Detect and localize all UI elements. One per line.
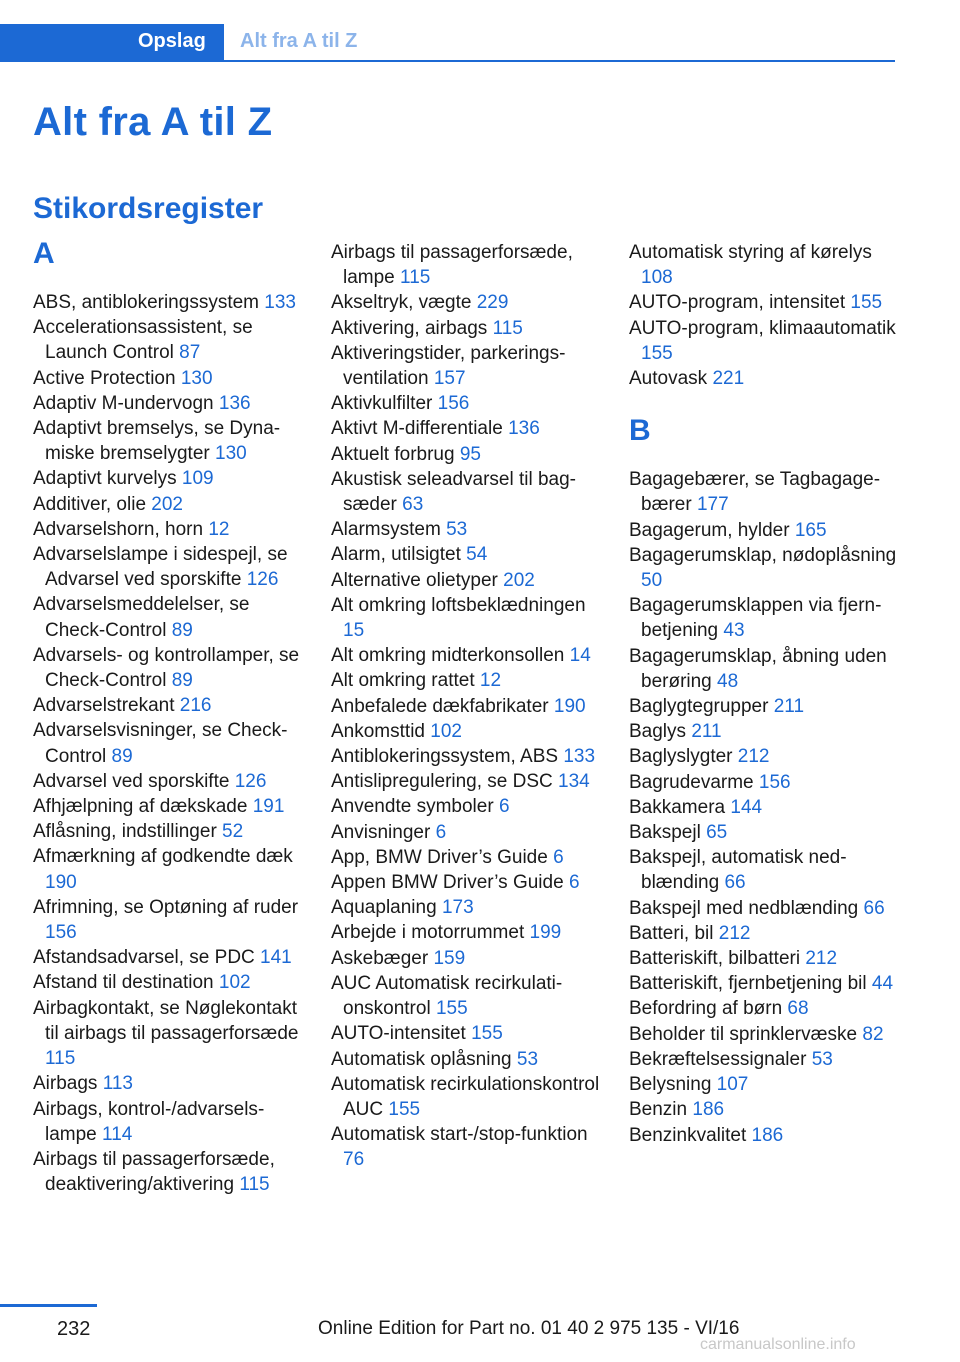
index-entry-text: Adaptivt bremselys, se Dynamiske bremselygter [33, 418, 281, 465]
index-entry-text: Airbags [33, 1073, 98, 1095]
page-link[interactable]: 156 [758, 771, 791, 793]
page-link[interactable]: 130 [180, 367, 213, 389]
index-entry [331, 416, 606, 441]
index-entry [629, 719, 899, 744]
index-entry-text: Appen BMW Driver’s Guide [331, 872, 564, 894]
index-entry-text: Arbejde i motorrummet [331, 922, 525, 944]
page-title: Alt fra A til Z [33, 100, 273, 144]
index-entry [629, 644, 899, 694]
index-entry-text: Bagrudevarme [629, 771, 754, 793]
page-link[interactable]: 216 [179, 695, 212, 717]
page-link[interactable]: 126 [234, 770, 267, 792]
index-entry [331, 744, 606, 769]
index-entry [629, 593, 899, 643]
index-entry-text: Advarselstrekant [33, 695, 175, 717]
index-entry-text: Automatisk oplåsning [331, 1048, 512, 1070]
index-entry [33, 996, 308, 1072]
index-entry-text: Autovask [629, 368, 708, 390]
page-link[interactable]: 156 [437, 393, 470, 415]
page-link[interactable]: 199 [529, 922, 562, 944]
index-entry [33, 492, 308, 517]
page-link[interactable]: 202 [503, 569, 535, 591]
index-entry-text: Askebæger [331, 947, 429, 969]
index-entry [629, 1022, 899, 1047]
index-entry [331, 1122, 606, 1172]
index-entry-text: ABS, antiblokeringssystem [33, 292, 259, 313]
page-link[interactable]: 66 [724, 872, 746, 894]
index-entry [629, 845, 899, 895]
index-entry [629, 921, 899, 946]
index-entry [331, 946, 606, 971]
index-entry [331, 971, 606, 1021]
index-entry [331, 794, 606, 819]
index-entry [331, 870, 606, 895]
index-entry [331, 820, 606, 845]
index-entry-text: Afstand til destination [33, 972, 214, 994]
page-link[interactable]: 87 [179, 342, 201, 364]
page-link[interactable]: 89 [111, 745, 133, 767]
index-entry-text: AUC Automatisk recirkulationskontrol [331, 972, 563, 1020]
page-link[interactable]: 52 [222, 821, 244, 843]
index-entry-text: Akustisk seleadvarsel til bagsæder [331, 468, 576, 516]
page-link[interactable]: 14 [569, 645, 591, 667]
index-entry-text: Alternative olietyper [331, 569, 498, 591]
index-entry [331, 240, 606, 290]
index-entry [33, 315, 308, 365]
index-entry [33, 466, 308, 491]
page-link[interactable]: 190 [45, 871, 77, 893]
header-rule [224, 60, 895, 62]
index-entry-text: Alt omkring loftsbeklædningen [331, 594, 586, 616]
index-entry [33, 366, 308, 391]
watermark: carmanualsonline.info [700, 1336, 856, 1353]
section-title: Stikordsregister [33, 192, 264, 225]
index-entry [33, 945, 308, 970]
page-link[interactable]: 50 [641, 570, 663, 592]
page-link[interactable]: 165 [794, 519, 827, 541]
index-entry-text: Anvisninger [331, 821, 431, 843]
page-link[interactable]: 115 [45, 1048, 76, 1070]
page-link[interactable]: 221 [712, 368, 745, 390]
index-entry-text: Aktuelt forbrug [331, 443, 455, 465]
index-entry [629, 971, 899, 996]
index-entry-text: AUTO-intensitet [331, 1023, 466, 1045]
tab-opslag[interactable]: Opslag [138, 30, 206, 52]
index-entry-text: Aflåsning, indstillinger [33, 821, 217, 843]
page-link[interactable]: 53 [516, 1048, 539, 1070]
index-entry-text: Anvendte symboler [331, 796, 494, 818]
page-link[interactable]: 186 [751, 1124, 784, 1146]
index-entry [331, 1047, 606, 1072]
index-entry [33, 391, 308, 416]
index-entry-text: Automatisk recirkulationskontrol AUC [331, 1073, 600, 1120]
page-link[interactable]: 68 [787, 998, 809, 1020]
index-entry [629, 366, 899, 391]
page-link[interactable]: 190 [553, 695, 586, 717]
index-entry [33, 1147, 308, 1197]
index-entry-text: Batteriskift, bilbatteri [629, 948, 801, 970]
page-link[interactable]: 66 [863, 897, 885, 919]
page-link[interactable]: 6 [498, 796, 510, 818]
index-entry-text: Belysning [629, 1074, 712, 1096]
index-entry-text: Bakspejl med nedblænding [629, 897, 859, 919]
index-entry-text: Beholder til sprinklervæske [629, 1023, 858, 1045]
index-entry-text: Advarselsmeddelelser, se Check-Control [33, 594, 250, 641]
page-link[interactable]: 6 [435, 821, 447, 843]
page-link[interactable]: 177 [696, 494, 729, 516]
index-entry-text: Baglygtegrupper [629, 696, 769, 718]
index-entry-text: Aktivt M-differentiale [331, 418, 503, 440]
index-entry-text: Advarselsvisninger, se Check-Control [33, 720, 288, 767]
index-entry-text: AUTO-program, intensitet [629, 292, 846, 314]
index-entry [33, 895, 308, 945]
index-entry [331, 467, 606, 517]
page-link[interactable]: 102 [218, 972, 251, 994]
page-link[interactable]: 43 [723, 620, 745, 642]
index-entry-text: Airbagkontakt, se Nøglekontakt til airbags til passagerforsæde [33, 997, 299, 1044]
breadcrumb[interactable]: Alt fra A til Z [240, 30, 358, 52]
page-link[interactable]: 53 [811, 1048, 833, 1070]
index-entry [629, 518, 899, 543]
index-entry-text: Airbags, kontrol-/advarselslampe [33, 1098, 265, 1145]
index-entry [33, 970, 308, 995]
page-link[interactable]: 6 [568, 872, 580, 894]
index-entry-text: App, BMW Driver’s Guide [331, 846, 548, 868]
page-link[interactable]: 134 [558, 771, 590, 793]
index-entry-text: Airbags til passagerforsæde, lampe [331, 242, 573, 289]
page-link[interactable]: 53 [446, 519, 468, 541]
index-entry-text: Aquaplaning [331, 897, 437, 919]
index-entry [331, 845, 606, 870]
index-entry [629, 996, 899, 1021]
index-entry-text: Benzin [629, 1099, 688, 1121]
page-link[interactable]: 144 [730, 796, 763, 818]
index-entry [331, 719, 606, 744]
index-entry [629, 1123, 899, 1148]
page-link[interactable]: 202 [151, 493, 183, 515]
index-entry [331, 643, 606, 668]
index-entry-text: Afrimning, se Optøning af ruder [33, 896, 299, 918]
index-entry [331, 920, 606, 945]
page-link[interactable]: 186 [692, 1099, 725, 1121]
index-entry-text: Advarsels- og kontrollamper, se Check-Control [33, 644, 300, 692]
page-link[interactable]: 141 [260, 947, 292, 969]
index-entry [331, 895, 606, 920]
index-entry-text: Additiver, olie [33, 493, 147, 515]
page-link[interactable]: 173 [441, 897, 474, 919]
index-entry-text: Afstandsadvarsel, se PDC [33, 947, 255, 969]
index-entry-text: Baglyslygter [629, 746, 733, 768]
page-link[interactable]: 44 [871, 973, 894, 995]
index-entry [331, 1021, 606, 1046]
page-link[interactable]: 12 [479, 670, 502, 692]
index-entry [331, 769, 606, 794]
page-link[interactable]: 126 [246, 569, 279, 591]
index-column-2 [331, 240, 606, 1173]
index-entry-text: Alarm, utilsigtet [331, 544, 461, 566]
index-entry-text: Adaptiv M-undervogn [33, 392, 214, 414]
index-entry-text: Aktivering, airbags [331, 317, 488, 339]
index-entry-text: Bakkamera [629, 796, 726, 818]
index-entry-text: Accelerationsassistent, se Launch Control [33, 317, 253, 364]
page-link[interactable]: 95 [459, 443, 481, 465]
index-entry [33, 592, 308, 642]
index-entry [33, 718, 308, 768]
index-entry [331, 694, 606, 719]
edition-text: Online Edition for Part no. 01 40 2 975 135 - VI/16 [318, 1318, 740, 1339]
index-entry [629, 795, 899, 820]
page-link[interactable]: 191 [252, 796, 285, 818]
index-entry-text: Alarmsystem [331, 519, 441, 541]
page-link[interactable]: 212 [737, 746, 770, 768]
page-link[interactable]: 115 [239, 1174, 270, 1196]
index-entry-text: Afhjælpning af dækskade [33, 796, 248, 818]
page-link[interactable]: 157 [433, 368, 466, 390]
index-entry [33, 542, 308, 592]
index-entry-text: Active Protection [33, 367, 176, 389]
page-link[interactable]: 107 [716, 1074, 749, 1096]
page-link[interactable]: 65 [706, 822, 728, 844]
index-entry-text: Bekræftelsessignaler [629, 1048, 807, 1070]
index-entry [629, 467, 899, 517]
index-letter: B [629, 414, 651, 448]
index-entry-text: Airbags til passagerforsæde, deaktivering/aktivering [33, 1148, 275, 1196]
page-link[interactable]: 76 [343, 1149, 365, 1171]
page-link[interactable]: 113 [102, 1073, 133, 1095]
index-entry [331, 391, 606, 416]
index-entry [33, 693, 308, 718]
page-link[interactable]: 159 [433, 947, 466, 969]
page-link[interactable]: 155 [471, 1023, 503, 1045]
index-entry-text: Aktiveringstider, parkeringsventilation [331, 342, 566, 390]
index-entry-text: AUTO-program, klimaautomatik [629, 317, 896, 339]
index-entry [33, 819, 308, 844]
page-link[interactable]: 133 [563, 746, 596, 768]
index-entry [629, 1072, 899, 1097]
index-column-3 [629, 240, 899, 1148]
index-entry-text: Automatisk styring af kørelys [629, 242, 872, 263]
index-entry-text: Antiblokeringssystem, ABS [331, 746, 559, 768]
index-entry [629, 290, 899, 315]
page-link[interactable]: 155 [435, 998, 468, 1020]
page-link[interactable]: 130 [215, 443, 247, 465]
page-link[interactable]: 82 [862, 1023, 884, 1045]
index-entry [629, 896, 899, 921]
index-entry [33, 1071, 308, 1096]
index-entry [629, 543, 899, 593]
page-link[interactable]: 115 [400, 267, 431, 289]
index-entry [629, 770, 899, 795]
index-entry-text: Advarselslampe i sidespejl, se Advarsel ved sporskifte [33, 544, 288, 591]
index-entry-text: Automatisk start-/stop-funktion [331, 1124, 588, 1146]
index-entry [33, 1097, 308, 1147]
page-link[interactable]: 229 [476, 292, 509, 314]
page-link[interactable]: 155 [850, 292, 883, 314]
page-link[interactable]: 115 [492, 317, 523, 339]
index-entry-text: Alt omkring midterkonsollen [331, 645, 565, 667]
index-entry [331, 316, 606, 341]
index-entry-text: Benzinkvalitet [629, 1124, 747, 1146]
index-entry [331, 341, 606, 391]
index-entry-text: Anbefalede dækfabrikater [331, 695, 549, 717]
index-entry-text: Batteriskift, fjernbetjening bil [629, 973, 867, 995]
page-link[interactable]: 54 [466, 544, 488, 566]
index-entry-text: Bakspejl, automatisk nedblænding [629, 847, 847, 894]
index-entry [629, 1047, 899, 1072]
index-entry-text: Afmærkning af godkendte dæk [33, 846, 293, 868]
index-entry [629, 694, 899, 719]
index-entry [33, 769, 308, 794]
page-link[interactable]: 109 [181, 468, 214, 490]
page-link[interactable]: 155 [388, 1098, 421, 1120]
footer-rule [0, 1304, 97, 1307]
index-entry-text: Bagagerum, hylder [629, 519, 790, 541]
index-entry [629, 1097, 899, 1122]
index-entry [331, 542, 606, 567]
page-link[interactable]: 15 [343, 620, 365, 642]
page-link[interactable]: 211 [773, 696, 805, 718]
index-entry [33, 844, 308, 894]
page-number: 232 [57, 1318, 91, 1340]
index-entry-text: Advarsel ved sporskifte [33, 770, 230, 792]
index-entry-text: Bagagerumsklap, åbning uden berøring [629, 645, 887, 692]
page-link[interactable]: 108 [641, 267, 673, 289]
index-entry-text: Ankomsttid [331, 720, 425, 742]
page-link[interactable]: 136 [218, 392, 251, 414]
index-entry [629, 240, 899, 290]
index-entry-text: Adaptivt kurvelys [33, 468, 177, 490]
index-entry [331, 1072, 606, 1122]
index-entry-text: Batteri, bil [629, 922, 714, 944]
index-entry-text: Alt omkring rattet [331, 670, 475, 692]
index-entry-text: Akseltryk, vægte [331, 292, 472, 314]
index-entry [629, 820, 899, 845]
page-link[interactable]: 212 [805, 948, 838, 970]
index-entry-text: Advarselshorn, horn [33, 518, 204, 540]
index-entry-text: Bakspejl [629, 822, 701, 844]
page-header [0, 24, 895, 62]
page-link[interactable]: 136 [508, 418, 540, 440]
page-link[interactable]: 6 [553, 846, 564, 868]
index-entry [331, 442, 606, 467]
page-link[interactable]: 133 [264, 292, 296, 313]
index-entry [331, 668, 606, 693]
index-entry [629, 946, 899, 971]
page-link[interactable]: 63 [402, 494, 424, 516]
index-entry-text: Befordring af børn [629, 998, 783, 1020]
index-letter: A [33, 237, 55, 270]
page-link[interactable]: 89 [171, 619, 193, 641]
page-link[interactable]: 155 [641, 342, 673, 364]
index-entry-text: Bagagerumsklappen via fjernbetjening [629, 595, 882, 642]
index-entry-text: Aktivkulfilter [331, 393, 433, 415]
page-link[interactable]: 48 [717, 670, 739, 692]
index-entry [331, 593, 606, 643]
index-entry-text: Bagagebærer, se Tagbagagebærer [629, 469, 881, 516]
page-link[interactable]: 102 [430, 720, 462, 742]
index-entry [33, 290, 308, 315]
index-entry [331, 517, 606, 542]
index-entry [331, 290, 606, 315]
index-entry [331, 568, 606, 593]
index-entry [33, 643, 308, 693]
page-link[interactable]: 211 [691, 721, 722, 743]
index-entry [629, 744, 899, 769]
page-link[interactable]: 156 [45, 922, 77, 944]
index-column-1 [33, 237, 308, 1197]
index-entry-text: Baglys [629, 721, 687, 743]
index-entry [33, 416, 308, 466]
page-link[interactable]: 114 [102, 1123, 133, 1145]
index-entry [629, 316, 899, 366]
index-entry-text: Antislipregulering, se DSC [331, 771, 553, 793]
index-entry [33, 794, 308, 819]
page-link[interactable]: 212 [718, 922, 751, 944]
index-entry-text: Bagagerumsklap, nødoplåsning [629, 544, 897, 566]
index-entry [33, 517, 308, 542]
page-link[interactable]: 12 [208, 518, 230, 540]
page-link[interactable]: 89 [171, 670, 193, 692]
